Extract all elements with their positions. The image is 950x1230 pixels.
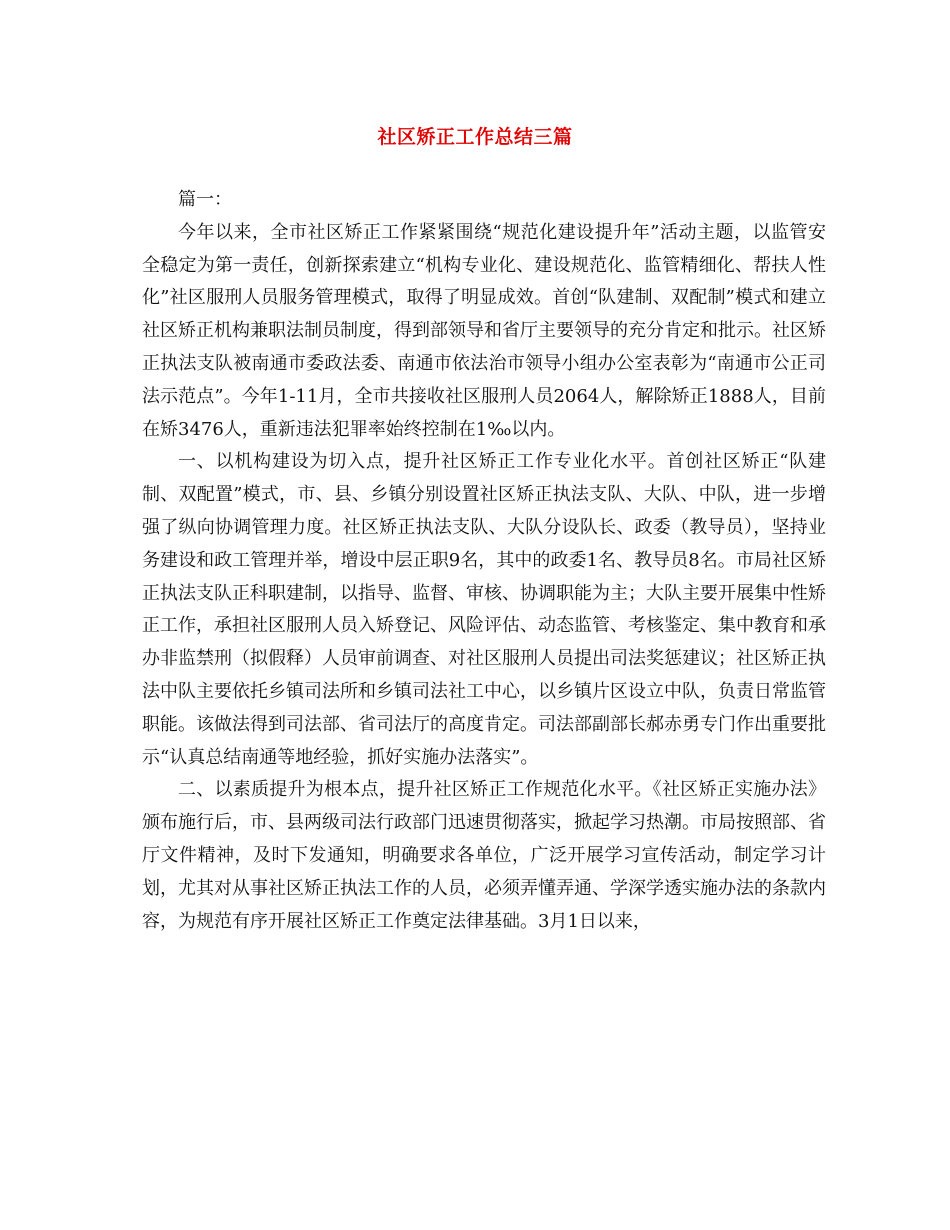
paragraph-quality-improvement: 二、以素质提升为根本点，提升社区矫正工作规范化水平。《社区矫正实施办法》颁布施行后，市、县两级司法行政部门迅速贯彻落实，掀起学习热潮。市局按照部、省厅文件精神，及时下发通知，明确要求各单位，广泛开展学习宣传活动，制定学习计划，尤其对从事社区矫正执法工作的人员，必须弄懂弄通、学深学透实施办法的条款内容，为规范有序开展社区矫正工作奠定法律基础。3月1日以来， xyxy=(142,779,826,932)
paragraph-institution-building: 一、以机构建设为切入点，提升社区矫正工作专业化水平。首创社区矫正“队建制、双配置”模式，市、县、乡镇分别设置社区矫正执法支队、大队、中队，进一步增强了纵向协调管理力度。社区矫正执法支队、大队分设队长、政委（教导员），坚持业务建设和政工管理并举，增设中层正职9名，其中的政委1名、教导员8名。市局社区矫正执法支队正科职建制，以指导、监督、审核、协调职能为主；大队主要开展集中性矫正工作，承担社区服刑人员入矫登记、风险评估、动态监管、考核鉴定、集中教育和承办非监禁刑（拟假释）人员审前调查、对社区服刑人员提出司法奖惩建议；社区矫正执法中队主要依托乡镇司法所和乡镇司法社工中心，以乡镇片区设立中队，负责日常监管职能。该做法得到司法部、省司法厅的高度肯定。司法部副部长郝赤勇专门作出重要批示“认真总结南通等地经验，抓好实施办法落实”。 xyxy=(142,451,826,768)
document-title: 社区矫正工作总结三篇 xyxy=(377,126,573,148)
document-body xyxy=(142,184,826,938)
paragraph-intro: 今年以来，全市社区矫正工作紧紧围绕“规范化建设提升年”活动主题，以监管安全稳定为第一责任，创新探索建立“机构专业化、建设规范化、监管精细化、帮扶人性化”社区服刑人员服务管理模式，取得了明显成效。首创“队建制、双配制”模式和建立社区矫正机构兼职法制员制度，得到部领导和省厅主要领导的充分肯定和批示。社区矫正执法支队被南通市委政法委、南通市依法治市领导小组办公室表彰为“南通市公正司法示范点”。今年1-11月，全市共接收社区服刑人员2064人，解除矫正1888人，目前在矫3476人，重新违法犯罪率始终控制在1‰以内。 xyxy=(142,221,826,440)
section-label: 篇一： xyxy=(178,189,232,210)
